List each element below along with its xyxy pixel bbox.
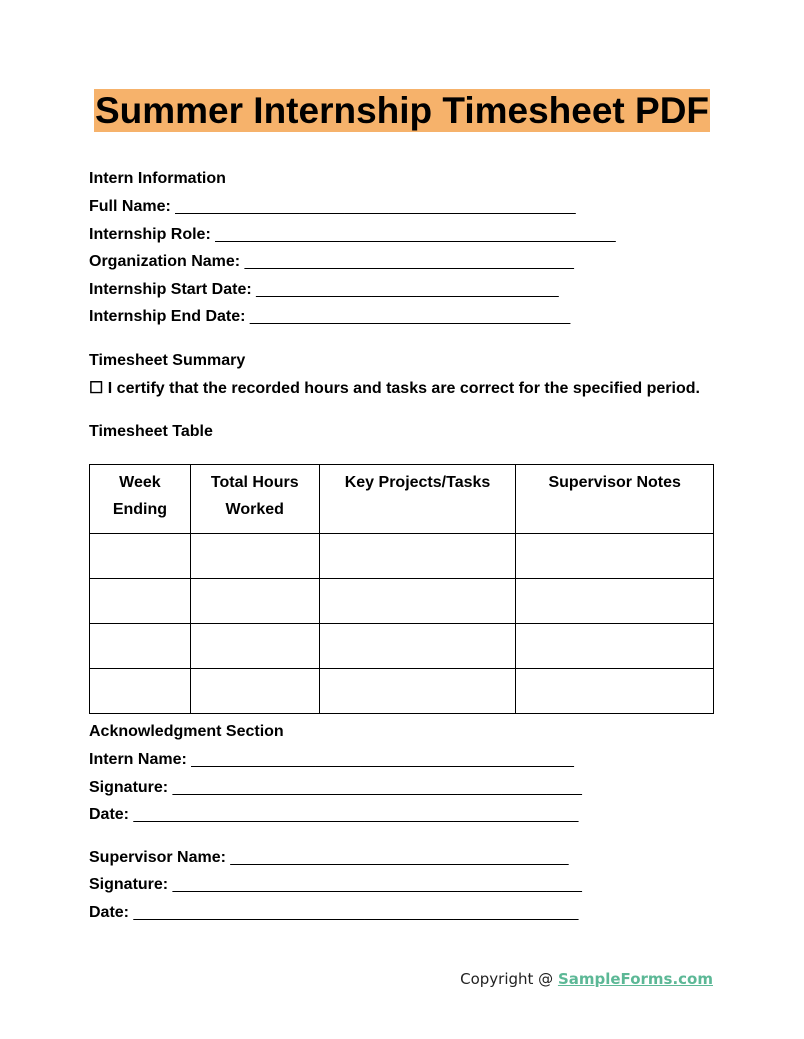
organization-name-blank: _____________________________________ — [244, 253, 574, 270]
acknowledgment-heading: Acknowledgment Section — [89, 723, 284, 740]
table-cell[interactable] — [190, 534, 319, 579]
table-cell[interactable] — [190, 624, 319, 669]
sampleforms-link[interactable]: SampleForms.com — [557, 970, 713, 988]
header-supervisor-notes — [516, 465, 714, 534]
intern-info-heading: Intern Information — [89, 170, 226, 187]
table-cell[interactable] — [516, 624, 714, 669]
internship-role-field[interactable] — [89, 225, 616, 245]
organization-name-label: Organization Name: — [89, 253, 241, 270]
table-cell[interactable] — [190, 669, 319, 714]
table-cell[interactable] — [319, 579, 516, 624]
intern-name-field[interactable] — [89, 750, 574, 770]
supervisor-name-field[interactable] — [89, 848, 569, 868]
table-heading: Timesheet Table — [89, 423, 213, 440]
table-header-row — [90, 465, 714, 534]
full-name-label: Full Name: — [89, 198, 171, 215]
intern-signature-field[interactable] — [89, 778, 582, 798]
start-date-label: Internship Start Date: — [89, 281, 252, 298]
table-cell[interactable] — [319, 669, 516, 714]
supervisor-date-label: Date: — [89, 904, 130, 921]
end-date-blank: ____________________________________ — [249, 308, 571, 325]
certify-checkbox[interactable]: ☐ I certify that the recorded hours and tasks are correct for the specified period. — [89, 380, 700, 397]
internship-role-blank: _____________________________________________ — [215, 226, 616, 243]
intern-date-blank: __________________________________________________ — [133, 806, 579, 823]
end-date-field[interactable] — [89, 307, 570, 327]
timesheet-table — [89, 464, 714, 714]
table-row — [90, 534, 714, 579]
supervisor-name-label: Supervisor Name: — [89, 849, 226, 866]
header-supervisor-notes-line1: Supervisor Notes — [548, 474, 681, 491]
full-name-field[interactable] — [89, 197, 576, 217]
header-total-hours-line2: Worked — [225, 501, 284, 518]
intern-name-blank: ___________________________________________ — [191, 751, 574, 768]
intern-date-field[interactable] — [89, 805, 578, 825]
full-name-blank: _____________________________________________ — [175, 198, 576, 215]
supervisor-name-blank: ______________________________________ — [230, 849, 569, 866]
header-week-ending-line2: Ending — [112, 501, 168, 518]
table-row — [90, 624, 714, 669]
header-week-ending-line1: Week — [119, 474, 161, 491]
organization-name-field[interactable] — [89, 252, 574, 272]
internship-role-label: Internship Role: — [89, 226, 211, 243]
table-cell[interactable] — [516, 669, 714, 714]
header-key-projects-line1: Key Projects/Tasks — [344, 474, 491, 491]
header-key-projects — [319, 465, 516, 534]
copyright-text: Copyright @ — [460, 970, 558, 988]
table-cell[interactable] — [190, 579, 319, 624]
intern-signature-blank: ______________________________________________ — [172, 779, 582, 796]
table-cell[interactable] — [90, 534, 191, 579]
table-cell[interactable] — [90, 579, 191, 624]
table-row — [90, 669, 714, 714]
table-cell[interactable] — [516, 579, 714, 624]
table-cell[interactable] — [516, 534, 714, 579]
table-cell[interactable] — [90, 624, 191, 669]
supervisor-signature-blank: ______________________________________________ — [172, 876, 582, 893]
table-cell[interactable] — [319, 624, 516, 669]
title-wrapper — [0, 89, 804, 132]
intern-date-label: Date: — [89, 806, 130, 823]
start-date-field[interactable] — [89, 280, 559, 300]
supervisor-signature-label: Signature: — [89, 876, 169, 893]
intern-signature-label: Signature: — [89, 779, 169, 796]
header-total-hours-line1: Total Hours — [210, 474, 299, 491]
header-total-hours — [190, 465, 319, 534]
supervisor-signature-field[interactable] — [89, 875, 582, 895]
header-week-ending — [90, 465, 191, 534]
table-cell[interactable] — [319, 534, 516, 579]
table-cell[interactable] — [90, 669, 191, 714]
supervisor-date-field[interactable] — [89, 903, 578, 923]
summary-heading: Timesheet Summary — [89, 352, 246, 369]
page-title: Summer Internship Timesheet PDF — [94, 90, 710, 131]
copyright-footer — [460, 970, 713, 988]
start-date-blank: __________________________________ — [256, 281, 559, 298]
table-row — [90, 579, 714, 624]
end-date-label: Internship End Date: — [89, 308, 246, 325]
intern-name-label: Intern Name: — [89, 751, 187, 768]
supervisor-date-blank: __________________________________________________ — [133, 904, 579, 921]
